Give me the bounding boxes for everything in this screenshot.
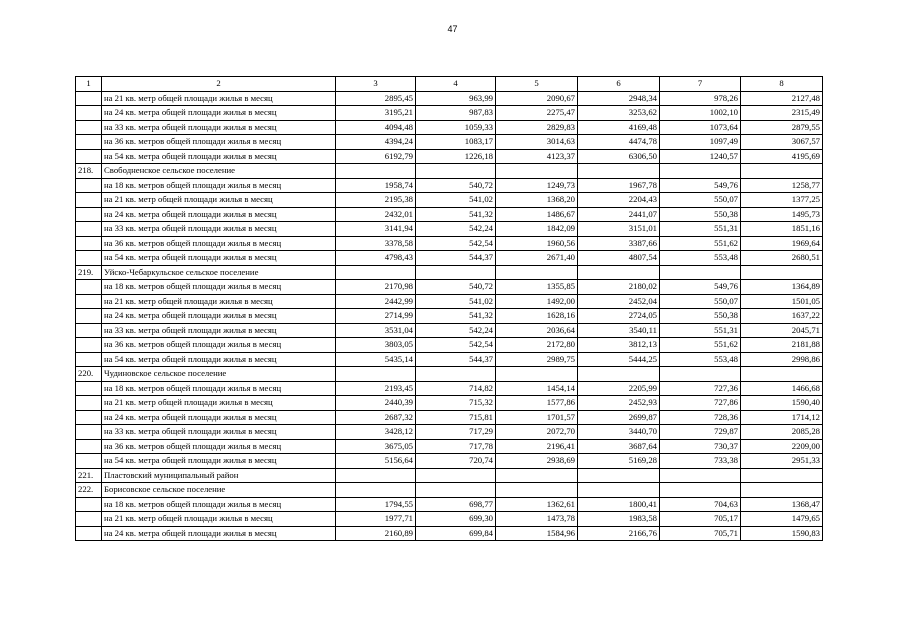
value-cell: 704,63 <box>660 497 741 512</box>
row-label-cell: на 21 кв. метр общей площади жилья в месяц <box>102 512 336 527</box>
row-label-cell: на 24 кв. метра общей площади жилья в месяц <box>102 526 336 541</box>
row-number-cell <box>76 178 102 193</box>
row-number-cell <box>76 106 102 121</box>
value-cell: 717,78 <box>416 439 496 454</box>
value-cell: 544,37 <box>416 251 496 266</box>
value-cell: 2440,39 <box>336 396 416 411</box>
table-row <box>76 425 823 440</box>
value-cell: 2442,99 <box>336 294 416 309</box>
table-row <box>76 207 823 222</box>
value-cell: 3428,12 <box>336 425 416 440</box>
row-number-cell <box>76 454 102 469</box>
value-cell: 3141,94 <box>336 222 416 237</box>
value-cell: 4474,78 <box>578 135 660 150</box>
value-cell: 4094,48 <box>336 120 416 135</box>
value-cell: 2045,71 <box>741 323 823 338</box>
value-cell <box>578 265 660 280</box>
value-cell <box>336 265 416 280</box>
row-label-cell: на 33 кв. метра общей площади жилья в месяц <box>102 120 336 135</box>
value-cell: 1977,71 <box>336 512 416 527</box>
value-cell: 2036,64 <box>496 323 578 338</box>
row-label-cell: на 36 кв. метров общей площади жилья в месяц <box>102 338 336 353</box>
table-row <box>76 265 823 280</box>
value-cell: 963,99 <box>416 91 496 106</box>
value-cell: 2180,02 <box>578 280 660 295</box>
value-cell <box>741 468 823 483</box>
table-row <box>76 309 823 324</box>
value-cell: 541,32 <box>416 309 496 324</box>
header-cell: 1 <box>76 77 102 92</box>
value-cell: 2196,41 <box>496 439 578 454</box>
page-number: 47 <box>447 24 458 34</box>
value-cell: 715,81 <box>416 410 496 425</box>
value-cell: 5444,25 <box>578 352 660 367</box>
value-cell: 541,32 <box>416 207 496 222</box>
row-label-cell: на 36 кв. метров общей площади жилья в месяц <box>102 135 336 150</box>
value-cell: 1226,18 <box>416 149 496 164</box>
value-cell: 2193,45 <box>336 381 416 396</box>
row-label-cell: на 18 кв. метров общей площади жилья в месяц <box>102 280 336 295</box>
row-label-cell: на 21 кв. метр общей площади жилья в месяц <box>102 91 336 106</box>
value-cell: 6192,79 <box>336 149 416 164</box>
value-cell: 733,38 <box>660 454 741 469</box>
value-cell: 1073,64 <box>660 120 741 135</box>
value-cell: 2998,86 <box>741 352 823 367</box>
value-cell: 3151,01 <box>578 222 660 237</box>
header-cell: 8 <box>741 77 823 92</box>
value-cell: 1590,40 <box>741 396 823 411</box>
value-cell: 2172,80 <box>496 338 578 353</box>
row-number-cell <box>76 439 102 454</box>
table-row <box>76 178 823 193</box>
value-cell: 730,37 <box>660 439 741 454</box>
value-cell: 551,31 <box>660 222 741 237</box>
row-label-cell: на 36 кв. метров общей площади жилья в месяц <box>102 236 336 251</box>
value-cell: 2127,48 <box>741 91 823 106</box>
value-cell: 1851,16 <box>741 222 823 237</box>
row-number-cell <box>76 338 102 353</box>
value-cell: 542,24 <box>416 222 496 237</box>
table-row <box>76 251 823 266</box>
value-cell <box>336 483 416 498</box>
row-number-cell <box>76 294 102 309</box>
value-cell: 3387,66 <box>578 236 660 251</box>
table-row <box>76 352 823 367</box>
row-number-cell <box>76 323 102 338</box>
value-cell <box>416 265 496 280</box>
value-cell: 3803,05 <box>336 338 416 353</box>
value-cell: 1486,67 <box>496 207 578 222</box>
table-row <box>76 483 823 498</box>
table-row <box>76 396 823 411</box>
value-cell <box>660 468 741 483</box>
value-cell: 1368,20 <box>496 193 578 208</box>
value-cell: 2452,04 <box>578 294 660 309</box>
value-cell: 717,29 <box>416 425 496 440</box>
value-cell: 1097,49 <box>660 135 741 150</box>
value-cell: 544,37 <box>416 352 496 367</box>
value-cell <box>741 164 823 179</box>
value-cell: 6306,50 <box>578 149 660 164</box>
value-cell: 1501,05 <box>741 294 823 309</box>
value-cell: 3067,57 <box>741 135 823 150</box>
value-cell: 2085,28 <box>741 425 823 440</box>
value-cell: 1584,96 <box>496 526 578 541</box>
value-cell: 1960,56 <box>496 236 578 251</box>
value-cell: 3195,21 <box>336 106 416 121</box>
table-row <box>76 454 823 469</box>
value-cell: 1958,74 <box>336 178 416 193</box>
header-cell: 7 <box>660 77 741 92</box>
value-cell: 551,31 <box>660 323 741 338</box>
value-cell <box>741 483 823 498</box>
value-cell: 4807,54 <box>578 251 660 266</box>
table-row <box>76 164 823 179</box>
value-cell: 2951,33 <box>741 454 823 469</box>
row-label-cell: на 18 кв. метров общей площади жилья в месяц <box>102 497 336 512</box>
value-cell: 1800,41 <box>578 497 660 512</box>
value-cell: 1473,78 <box>496 512 578 527</box>
row-number-cell <box>76 526 102 541</box>
value-cell: 2072,70 <box>496 425 578 440</box>
row-number-cell: 220. <box>76 367 102 382</box>
row-label-cell: на 24 кв. метра общей площади жилья в месяц <box>102 207 336 222</box>
row-number-cell <box>76 512 102 527</box>
value-cell: 2160,89 <box>336 526 416 541</box>
row-number-cell <box>76 352 102 367</box>
value-cell: 2724,05 <box>578 309 660 324</box>
value-cell: 3687,64 <box>578 439 660 454</box>
value-cell: 1492,00 <box>496 294 578 309</box>
value-cell: 550,38 <box>660 207 741 222</box>
value-cell: 2195,38 <box>336 193 416 208</box>
table-row <box>76 236 823 251</box>
value-cell: 3812,13 <box>578 338 660 353</box>
value-cell: 727,86 <box>660 396 741 411</box>
value-cell: 1969,64 <box>741 236 823 251</box>
value-cell: 699,84 <box>416 526 496 541</box>
value-cell: 1355,85 <box>496 280 578 295</box>
value-cell: 541,02 <box>416 294 496 309</box>
value-cell: 1454,14 <box>496 381 578 396</box>
row-number-cell: 221. <box>76 468 102 483</box>
table-row <box>76 526 823 541</box>
value-cell: 1983,58 <box>578 512 660 527</box>
value-cell: 3540,11 <box>578 323 660 338</box>
value-cell <box>578 367 660 382</box>
value-cell <box>336 367 416 382</box>
value-cell: 978,26 <box>660 91 741 106</box>
value-cell: 1967,78 <box>578 178 660 193</box>
table-row <box>76 367 823 382</box>
value-cell: 2181,88 <box>741 338 823 353</box>
row-label-cell: Уйско-Чебаркульское сельское поселение <box>102 265 336 280</box>
row-label-cell: на 54 кв. метра общей площади жилья в месяц <box>102 149 336 164</box>
value-cell <box>578 483 660 498</box>
value-cell: 2209,00 <box>741 439 823 454</box>
value-cell: 1364,89 <box>741 280 823 295</box>
value-cell <box>496 367 578 382</box>
value-cell: 699,30 <box>416 512 496 527</box>
table-row <box>76 193 823 208</box>
row-label-cell: Свободненское сельское поселение <box>102 164 336 179</box>
row-number-cell <box>76 222 102 237</box>
row-number-cell <box>76 309 102 324</box>
value-cell: 2699,87 <box>578 410 660 425</box>
row-label-cell: на 54 кв. метра общей площади жилья в месяц <box>102 352 336 367</box>
value-cell: 3675,05 <box>336 439 416 454</box>
value-cell: 1637,22 <box>741 309 823 324</box>
value-cell: 3531,04 <box>336 323 416 338</box>
value-cell: 5156,64 <box>336 454 416 469</box>
value-cell <box>416 468 496 483</box>
value-cell <box>496 265 578 280</box>
value-cell <box>336 164 416 179</box>
value-cell <box>660 164 741 179</box>
row-number-cell <box>76 381 102 396</box>
row-label-cell: Борисовское сельское поселение <box>102 483 336 498</box>
header-cell: 6 <box>578 77 660 92</box>
value-cell <box>660 367 741 382</box>
value-cell: 2671,40 <box>496 251 578 266</box>
value-cell: 551,62 <box>660 338 741 353</box>
value-cell <box>416 483 496 498</box>
value-cell: 1577,86 <box>496 396 578 411</box>
table-row <box>76 410 823 425</box>
value-cell: 1002,10 <box>660 106 741 121</box>
table-row <box>76 338 823 353</box>
value-cell: 540,72 <box>416 178 496 193</box>
value-cell: 541,02 <box>416 193 496 208</box>
value-cell: 551,62 <box>660 236 741 251</box>
value-cell: 715,32 <box>416 396 496 411</box>
row-label-cell: Чудиновское сельское поселение <box>102 367 336 382</box>
row-number-cell <box>76 193 102 208</box>
row-label-cell: на 18 кв. метров общей площади жилья в месяц <box>102 381 336 396</box>
value-cell: 550,07 <box>660 294 741 309</box>
table-row <box>76 106 823 121</box>
value-cell: 3014,63 <box>496 135 578 150</box>
value-cell <box>336 468 416 483</box>
value-cell: 4169,48 <box>578 120 660 135</box>
value-cell: 3253,62 <box>578 106 660 121</box>
value-cell: 4195,69 <box>741 149 823 164</box>
table-row <box>76 294 823 309</box>
value-cell: 720,74 <box>416 454 496 469</box>
value-cell: 540,72 <box>416 280 496 295</box>
value-cell: 2204,43 <box>578 193 660 208</box>
value-cell: 5169,28 <box>578 454 660 469</box>
table-body <box>76 77 823 541</box>
table-row <box>76 323 823 338</box>
row-label-cell: на 24 кв. метра общей площади жилья в месяц <box>102 309 336 324</box>
value-cell: 1240,57 <box>660 149 741 164</box>
value-cell: 1701,57 <box>496 410 578 425</box>
value-cell: 2714,99 <box>336 309 416 324</box>
row-label-cell: Пластовский муниципальный район <box>102 468 336 483</box>
row-number-cell <box>76 135 102 150</box>
header-row <box>76 77 823 92</box>
table-row <box>76 149 823 164</box>
value-cell <box>496 164 578 179</box>
table-row <box>76 381 823 396</box>
value-cell <box>578 164 660 179</box>
row-label-cell: на 24 кв. метра общей площади жилья в месяц <box>102 106 336 121</box>
row-label-cell: на 24 кв. метра общей площади жилья в месяц <box>102 410 336 425</box>
value-cell: 1083,17 <box>416 135 496 150</box>
value-cell: 2205,99 <box>578 381 660 396</box>
value-cell: 1258,77 <box>741 178 823 193</box>
value-cell: 1059,33 <box>416 120 496 135</box>
table-row <box>76 91 823 106</box>
value-cell <box>660 265 741 280</box>
header-cell: 5 <box>496 77 578 92</box>
row-number-cell <box>76 497 102 512</box>
table-row <box>76 280 823 295</box>
value-cell: 2680,51 <box>741 251 823 266</box>
value-cell: 727,36 <box>660 381 741 396</box>
header-cell: 4 <box>416 77 496 92</box>
value-cell: 5435,14 <box>336 352 416 367</box>
value-cell: 2895,45 <box>336 91 416 106</box>
value-cell: 728,36 <box>660 410 741 425</box>
value-cell <box>416 367 496 382</box>
value-cell: 2166,76 <box>578 526 660 541</box>
value-cell: 705,17 <box>660 512 741 527</box>
row-label-cell: на 33 кв. метра общей площади жилья в месяц <box>102 323 336 338</box>
value-cell: 2432,01 <box>336 207 416 222</box>
header-cell: 2 <box>102 77 336 92</box>
table-row <box>76 135 823 150</box>
value-cell: 542,24 <box>416 323 496 338</box>
value-cell: 549,76 <box>660 280 741 295</box>
table-row <box>76 497 823 512</box>
row-number-cell <box>76 149 102 164</box>
value-cell <box>741 265 823 280</box>
value-cell: 550,38 <box>660 309 741 324</box>
tariff-table <box>75 76 823 541</box>
value-cell: 705,71 <box>660 526 741 541</box>
row-number-cell <box>76 425 102 440</box>
value-cell <box>741 367 823 382</box>
value-cell: 714,82 <box>416 381 496 396</box>
value-cell: 2452,93 <box>578 396 660 411</box>
table-row <box>76 439 823 454</box>
value-cell: 4123,37 <box>496 149 578 164</box>
value-cell: 553,48 <box>660 251 741 266</box>
value-cell: 553,48 <box>660 352 741 367</box>
value-cell: 3440,70 <box>578 425 660 440</box>
table-row <box>76 512 823 527</box>
row-label-cell: на 21 кв. метр общей площади жилья в месяц <box>102 294 336 309</box>
value-cell: 1377,25 <box>741 193 823 208</box>
value-cell: 4394,24 <box>336 135 416 150</box>
row-label-cell: на 21 кв. метр общей площади жилья в месяц <box>102 396 336 411</box>
value-cell: 2315,49 <box>741 106 823 121</box>
row-label-cell: на 36 кв. метров общей площади жилья в месяц <box>102 439 336 454</box>
value-cell: 549,76 <box>660 178 741 193</box>
value-cell: 987,83 <box>416 106 496 121</box>
value-cell: 3378,58 <box>336 236 416 251</box>
row-number-cell <box>76 207 102 222</box>
row-number-cell <box>76 280 102 295</box>
row-number-cell <box>76 251 102 266</box>
value-cell: 1842,09 <box>496 222 578 237</box>
value-cell: 1714,12 <box>741 410 823 425</box>
value-cell <box>578 468 660 483</box>
value-cell: 550,07 <box>660 193 741 208</box>
value-cell <box>660 483 741 498</box>
value-cell: 1495,73 <box>741 207 823 222</box>
value-cell: 1368,47 <box>741 497 823 512</box>
table-row <box>76 222 823 237</box>
row-label-cell: на 33 кв. метра общей площади жилья в месяц <box>102 222 336 237</box>
value-cell: 1590,83 <box>741 526 823 541</box>
row-number-cell: 218. <box>76 164 102 179</box>
row-label-cell: на 33 кв. метра общей площади жилья в месяц <box>102 425 336 440</box>
value-cell: 1466,68 <box>741 381 823 396</box>
value-cell: 1479,65 <box>741 512 823 527</box>
value-cell: 2989,75 <box>496 352 578 367</box>
value-cell: 1628,16 <box>496 309 578 324</box>
table-row <box>76 468 823 483</box>
value-cell: 2829,83 <box>496 120 578 135</box>
row-number-cell <box>76 410 102 425</box>
value-cell: 2275,47 <box>496 106 578 121</box>
row-number-cell <box>76 120 102 135</box>
value-cell: 2687,32 <box>336 410 416 425</box>
value-cell: 542,54 <box>416 236 496 251</box>
value-cell: 542,54 <box>416 338 496 353</box>
value-cell: 2170,98 <box>336 280 416 295</box>
value-cell: 2441,07 <box>578 207 660 222</box>
value-cell: 2090,67 <box>496 91 578 106</box>
row-number-cell <box>76 396 102 411</box>
row-label-cell: на 54 кв. метра общей площади жилья в месяц <box>102 454 336 469</box>
row-number-cell <box>76 91 102 106</box>
value-cell: 698,77 <box>416 497 496 512</box>
row-number-cell: 219. <box>76 265 102 280</box>
value-cell: 1794,55 <box>336 497 416 512</box>
table-row <box>76 120 823 135</box>
value-cell: 4798,43 <box>336 251 416 266</box>
value-cell <box>496 483 578 498</box>
row-number-cell: 222. <box>76 483 102 498</box>
row-number-cell <box>76 236 102 251</box>
row-label-cell: на 54 кв. метра общей площади жилья в месяц <box>102 251 336 266</box>
value-cell: 2879,55 <box>741 120 823 135</box>
value-cell: 1249,73 <box>496 178 578 193</box>
row-label-cell: на 21 кв. метр общей площади жилья в месяц <box>102 193 336 208</box>
value-cell: 2948,34 <box>578 91 660 106</box>
row-label-cell: на 18 кв. метров общей площади жилья в месяц <box>102 178 336 193</box>
header-cell: 3 <box>336 77 416 92</box>
value-cell: 1362,61 <box>496 497 578 512</box>
value-cell: 729,87 <box>660 425 741 440</box>
value-cell: 2938,69 <box>496 454 578 469</box>
value-cell <box>496 468 578 483</box>
value-cell <box>416 164 496 179</box>
